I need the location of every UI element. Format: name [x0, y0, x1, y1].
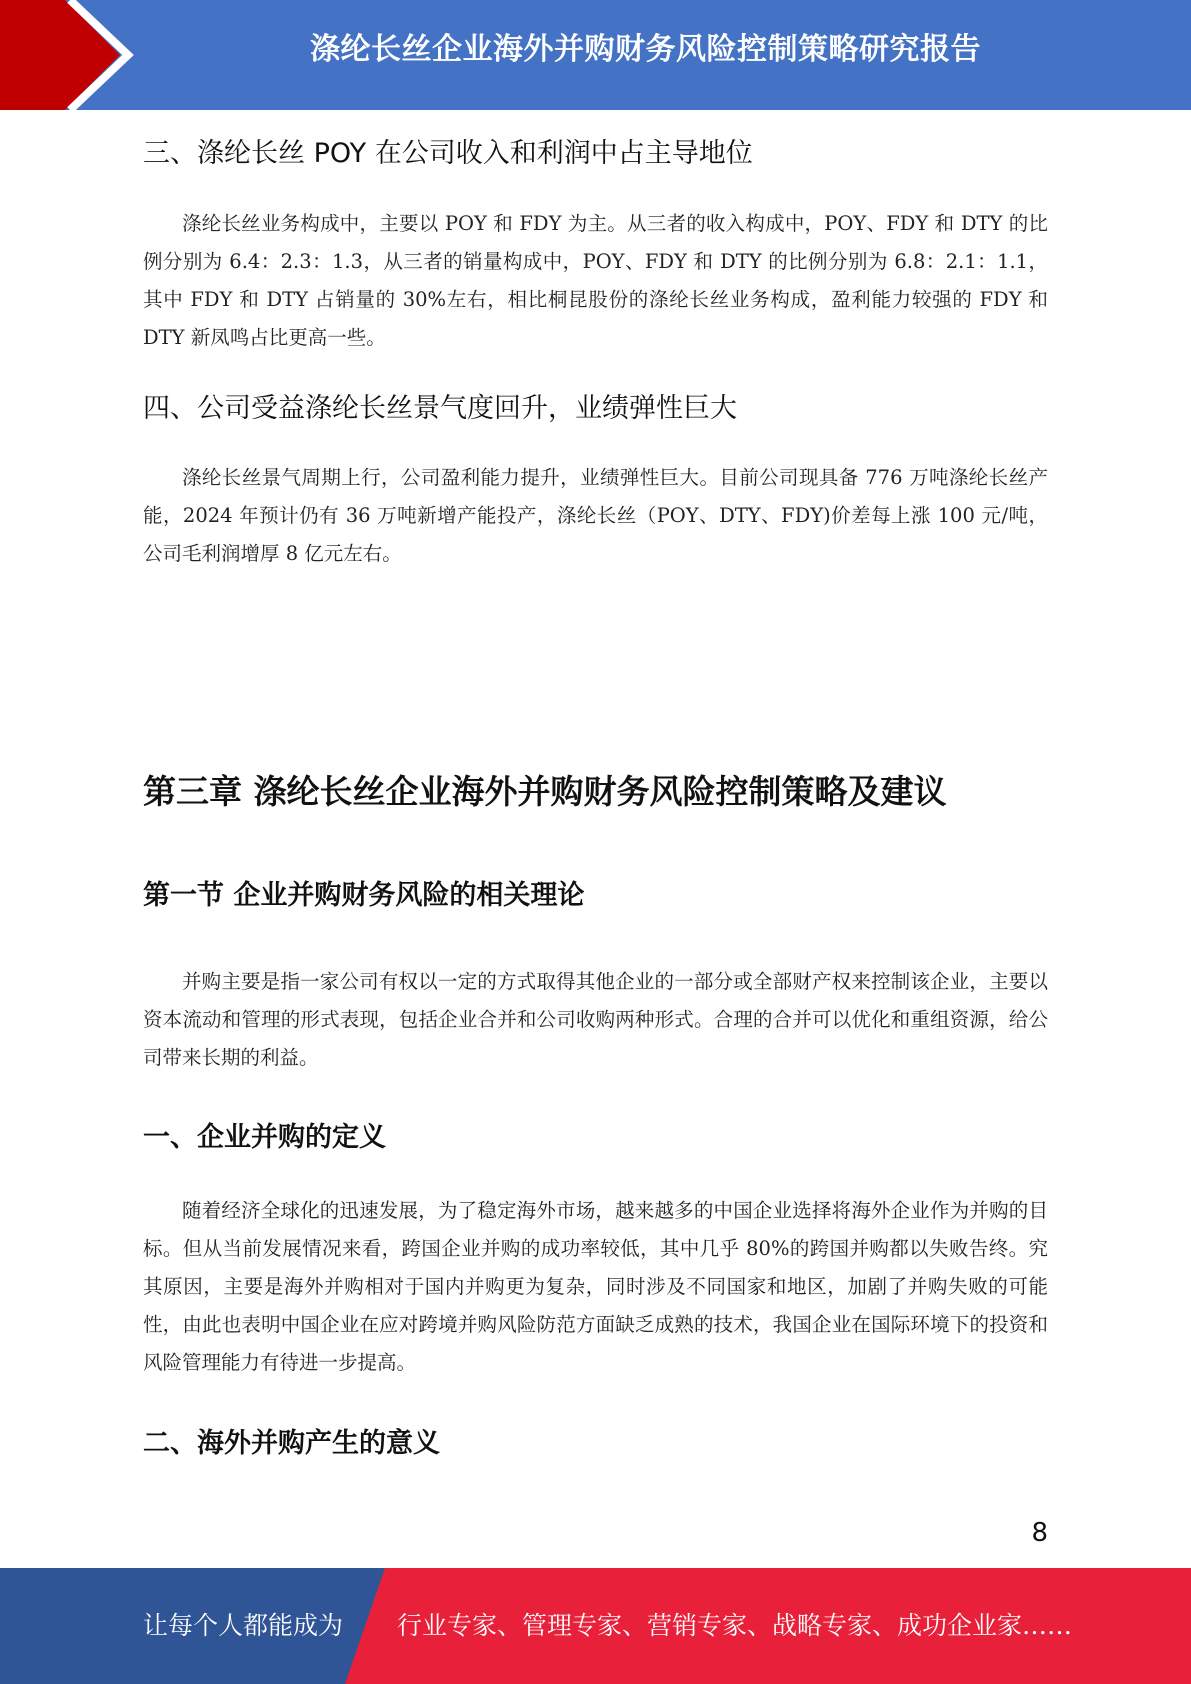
header-arrow-decoration — [0, 0, 160, 110]
subsection-heading-1: 一、企业并购的定义 — [143, 1122, 386, 1153]
section-heading-4: 四、公司受益涤纶长丝景气度回升，业绩弹性巨大 — [143, 393, 737, 424]
page-footer — [0, 1568, 1191, 1684]
chapter-intro-paragraph: 并购主要是指一家公司有权以一定的方式取得其他企业的一部分或全部财产权来控制该企业，主要以资本流动和管理的形式表现，包括企业合并和公司收购两种形式。合理的合并可以优化和重组资源，给公司带来长期的利益。 — [143, 970, 1048, 1069]
chapter-title: 第三章 涤纶长丝企业海外并购财务风险控制策略及建议 — [143, 772, 947, 811]
footer-slogan-left: 让每个人都能成为 — [143, 1611, 344, 1640]
header-title: 涤纶长丝企业海外并购财务风险控制策略研究报告 — [310, 32, 981, 67]
subsection-paragraph-1: 随着经济全球化的迅速发展，为了稳定海外市场，越来越多的中国企业选择将海外企业作为并购的目标。但从当前发展情况来看，跨国企业并购的成功率较低，其中几乎 80%的跨国并购都以失败告终。究其原因，主要是海外并购相对于国内并购更为复杂，同时涉及不同国家和地区，加剧了并购失败的可能性，由此也表明中国企业在应对跨境并购风险防范方面缺乏成熟的技术，我国企业在国际环境下的投资和风险管理能力有待进一步提高。 — [143, 1199, 1048, 1374]
footer-slogan-right: 行业专家、管理专家、营销专家、战略专家、成功企业家…… — [397, 1611, 1073, 1640]
subsection-heading-2: 二、海外并购产生的意义 — [143, 1428, 440, 1459]
section-paragraph-3: 涤纶长丝业务构成中，主要以 POY 和 FDY 为主。从三者的收入构成中，POY、FDY 和 DTY 的比例分别为 6.4：2.3：1.3，从三者的销量构成中，POY、FDY 和 DTY 的比例分别为 6.8：2.1：1.1，其中 FDY 和 DTY 占销量的 30%左右，相比桐昆股份的涤纶长丝业务构成，盈利能力较强的 FDY 和 DTY 新凤鸣占比更高一些。 — [143, 212, 1048, 349]
chapter-section-title: 第一节 企业并购财务风险的相关理论 — [143, 880, 585, 911]
page-number: 8 — [1031, 1518, 1048, 1548]
page-header — [0, 0, 1191, 110]
section-heading-3: 三、涤纶长丝 POY 在公司收入和利润中占主导地位 — [143, 138, 753, 169]
section-paragraph-4: 涤纶长丝景气周期上行，公司盈利能力提升，业绩弹性巨大。目前公司现具备 776 万吨涤纶长丝产能，2024 年预计仍有 36 万吨新增产能投产，涤纶长丝（POY、DTY、FDY)价差每上涨 100 元/吨，公司毛利润增厚 8 亿元左右。 — [143, 466, 1048, 565]
